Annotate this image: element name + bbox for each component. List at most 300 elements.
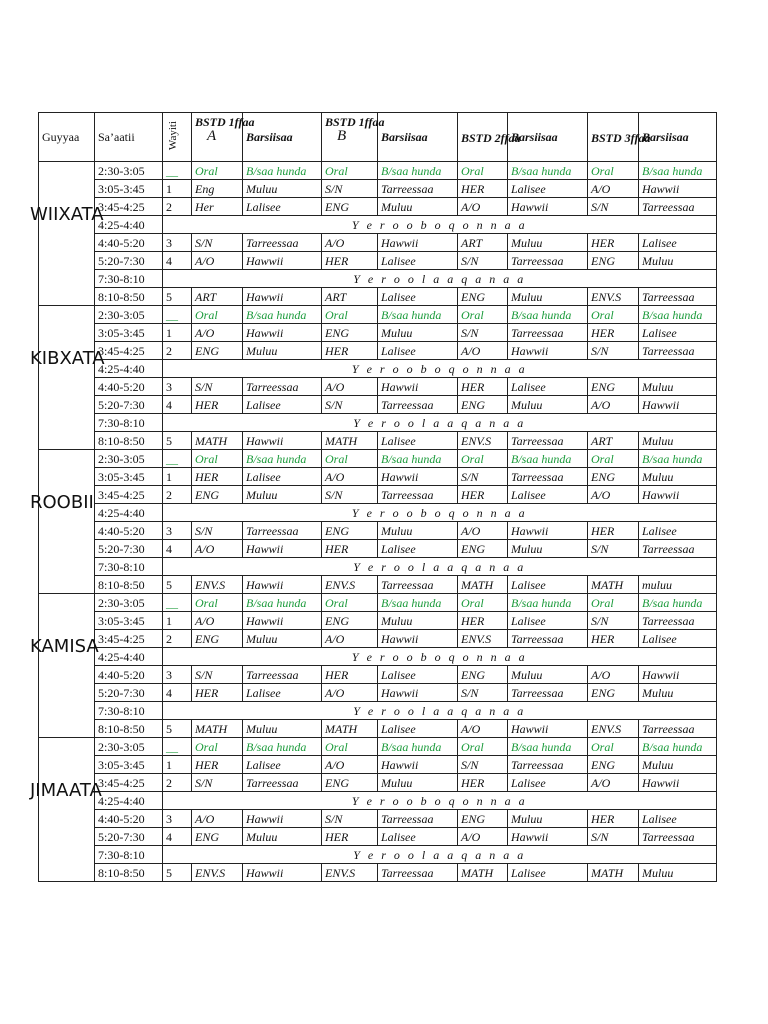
subject-cell: Oral (588, 738, 639, 756)
subject-cell: S/N (458, 252, 508, 270)
subject-cell: A/O (588, 666, 639, 684)
teacher-cell: Muluu (378, 198, 458, 216)
header-wayiti (163, 113, 192, 162)
day-cell (39, 450, 95, 594)
table-row (39, 252, 717, 270)
day-name: KIBXATA (30, 348, 105, 369)
subject-cell: A/O (322, 630, 378, 648)
table-row (39, 324, 717, 342)
period-cell: 1 (163, 180, 192, 198)
header-section-b: B (337, 128, 347, 144)
subject-cell: ENV.S (458, 432, 508, 450)
subject-cell: S/N (458, 468, 508, 486)
subject-cell: Oral (458, 450, 508, 468)
teacher-cell: Muluu (243, 630, 322, 648)
teacher-cell: Hawwii (508, 198, 588, 216)
period-cell: 1 (163, 756, 192, 774)
teacher-cell: Muluu (508, 396, 588, 414)
teacher-cell: B/saa hunda (639, 738, 717, 756)
subject-cell: Oral (322, 594, 378, 612)
subject-cell: ENG (458, 810, 508, 828)
subject-cell: ENG (458, 666, 508, 684)
subject-cell: ENG (458, 288, 508, 306)
subject-cell: ART (192, 288, 243, 306)
table-row (39, 864, 717, 882)
period-cell: 3 (163, 378, 192, 396)
subject-cell: Oral (192, 306, 243, 324)
teacher-cell: Muluu (243, 828, 322, 846)
period-cell: 3 (163, 666, 192, 684)
subject-cell: ART (322, 288, 378, 306)
subject-cell: S/N (588, 540, 639, 558)
day-name: KAMISA (30, 636, 99, 657)
teacher-cell: Muluu (508, 666, 588, 684)
subject-cell: S/N (588, 342, 639, 360)
teacher-cell: B/saa hunda (508, 162, 588, 180)
subject-cell: A/O (588, 486, 639, 504)
subject-cell: ENG (322, 522, 378, 540)
header-bstd-3-label: BSTD 3ffaa (591, 131, 651, 145)
teacher-cell: Tarreessaa (243, 774, 322, 792)
subject-cell: HER (588, 234, 639, 252)
header-barsiisaa-1a: Barsiisaa (243, 113, 322, 162)
subject-cell: ENG (322, 324, 378, 342)
table-row (39, 378, 717, 396)
header-section-a: A (207, 128, 217, 144)
subject-cell: ENV.S (458, 630, 508, 648)
teacher-cell: Muluu (508, 234, 588, 252)
table-row (39, 630, 717, 648)
teacher-cell: Lalisee (378, 540, 458, 558)
teacher-cell: Lalisee (639, 630, 717, 648)
table-row (39, 756, 717, 774)
header-barsiisaa-2: Barsiisaa (508, 113, 588, 162)
subject-cell: ENG (588, 684, 639, 702)
header-bstd-1a (192, 113, 255, 162)
subject-cell: Oral (588, 594, 639, 612)
teacher-cell: Lalisee (508, 576, 588, 594)
period-cell: __ (163, 306, 192, 324)
subject-cell: Oral (192, 450, 243, 468)
teacher-cell: Hawwii (243, 576, 322, 594)
teacher-cell: B/saa hunda (378, 450, 458, 468)
header-row (39, 113, 717, 162)
subject-cell: S/N (458, 756, 508, 774)
time-cell: 7:30-8:10 (95, 414, 163, 432)
break-row (39, 414, 717, 432)
subject-cell: HER (458, 180, 508, 198)
period-cell: 5 (163, 576, 192, 594)
teacher-cell: Muluu (378, 774, 458, 792)
subject-cell: HER (322, 342, 378, 360)
teacher-cell: Tarreessaa (508, 468, 588, 486)
subject-cell: ENG (458, 396, 508, 414)
table-row (39, 198, 717, 216)
table-row (39, 774, 717, 792)
subject-cell: Oral (322, 162, 378, 180)
teacher-cell: Tarreessaa (378, 864, 458, 882)
teacher-cell: Muluu (243, 342, 322, 360)
table-row (39, 234, 717, 252)
teacher-cell: Muluu (639, 252, 717, 270)
subject-cell: S/N (588, 198, 639, 216)
teacher-cell: Hawwii (378, 756, 458, 774)
break-row (39, 648, 717, 666)
teacher-cell: Muluu (639, 756, 717, 774)
break-label: Y e r o o b o q o n n a a (163, 504, 717, 522)
subject-cell: S/N (322, 810, 378, 828)
break-row (39, 504, 717, 522)
subject-cell: ENG (458, 540, 508, 558)
table-row (39, 180, 717, 198)
subject-cell: Oral (192, 738, 243, 756)
day-name: ROOBII (30, 492, 94, 513)
subject-cell: ENV.S (588, 720, 639, 738)
subject-cell: MATH (322, 720, 378, 738)
teacher-cell: Hawwii (639, 180, 717, 198)
subject-cell: HER (322, 540, 378, 558)
subject-cell: S/N (192, 774, 243, 792)
period-cell: 2 (163, 774, 192, 792)
teacher-cell: Muluu (639, 432, 717, 450)
subject-cell: ENG (322, 198, 378, 216)
subject-cell: HER (458, 378, 508, 396)
teacher-cell: Tarreessaa (639, 342, 717, 360)
teacher-cell: Muluu (378, 522, 458, 540)
break-label: Y e r o o l a a q a n a a (163, 702, 717, 720)
teacher-cell: Lalisee (508, 612, 588, 630)
teacher-cell: Tarreessaa (243, 378, 322, 396)
table-row (39, 720, 717, 738)
header-bstd-1b (322, 113, 385, 162)
subject-cell: A/O (588, 180, 639, 198)
teacher-cell: Lalisee (639, 810, 717, 828)
table-row (39, 450, 717, 468)
teacher-cell: Muluu (639, 468, 717, 486)
time-cell: 4:40-5:20 (95, 666, 163, 684)
time-cell: 2:30-3:05 (95, 738, 163, 756)
teacher-cell: Hawwii (243, 252, 322, 270)
time-cell: 2:30-3:05 (95, 450, 163, 468)
period-cell: 1 (163, 612, 192, 630)
time-cell: 5:20-7:30 (95, 684, 163, 702)
subject-cell: A/O (192, 324, 243, 342)
teacher-cell: B/saa hunda (243, 450, 322, 468)
table-row (39, 396, 717, 414)
teacher-cell: B/saa hunda (508, 594, 588, 612)
teacher-cell: Lalisee (243, 684, 322, 702)
subject-cell: S/N (588, 612, 639, 630)
subject-cell: ENV.S (322, 576, 378, 594)
teacher-cell: Hawwii (378, 378, 458, 396)
teacher-cell: Muluu (639, 864, 717, 882)
subject-cell: ENG (322, 612, 378, 630)
break-row (39, 216, 717, 234)
teacher-cell: Tarreessaa (243, 522, 322, 540)
time-cell: 8:10-8:50 (95, 576, 163, 594)
subject-cell: ENG (588, 252, 639, 270)
subject-cell: HER (192, 684, 243, 702)
table-row (39, 666, 717, 684)
period-cell: 4 (163, 828, 192, 846)
teacher-cell: Muluu (508, 810, 588, 828)
teacher-cell: Hawwii (378, 234, 458, 252)
period-cell: 2 (163, 630, 192, 648)
break-row (39, 558, 717, 576)
teacher-cell: B/saa hunda (378, 306, 458, 324)
period-cell: 1 (163, 324, 192, 342)
period-cell: 5 (163, 288, 192, 306)
teacher-cell: muluu (639, 576, 717, 594)
teacher-cell: B/saa hunda (378, 594, 458, 612)
teacher-cell: Lalisee (243, 756, 322, 774)
subject-cell: S/N (458, 324, 508, 342)
time-cell: 8:10-8:50 (95, 864, 163, 882)
subject-cell: A/O (458, 828, 508, 846)
subject-cell: ENG (588, 468, 639, 486)
time-cell: 4:25-4:40 (95, 360, 163, 378)
subject-cell: ENG (322, 774, 378, 792)
table-row (39, 576, 717, 594)
subject-cell: HER (322, 828, 378, 846)
subject-cell: ENG (192, 342, 243, 360)
time-cell: 2:30-3:05 (95, 162, 163, 180)
teacher-cell: B/saa hunda (508, 306, 588, 324)
subject-cell: MATH (322, 432, 378, 450)
time-cell: 2:30-3:05 (95, 594, 163, 612)
time-cell: 3:05-3:45 (95, 612, 163, 630)
subject-cell: Oral (588, 162, 639, 180)
period-cell: 2 (163, 486, 192, 504)
subject-cell: ENV.S (322, 864, 378, 882)
subject-cell: HER (458, 774, 508, 792)
teacher-cell: Hawwii (508, 342, 588, 360)
subject-cell: MATH (588, 864, 639, 882)
table-row (39, 522, 717, 540)
subject-cell: Oral (458, 162, 508, 180)
table-row (39, 612, 717, 630)
day-name: JIMAATA (30, 780, 102, 801)
teacher-cell: Hawwii (508, 828, 588, 846)
teacher-cell: Tarreessaa (243, 234, 322, 252)
teacher-cell: Hawwii (639, 486, 717, 504)
teacher-cell: Muluu (378, 612, 458, 630)
teacher-cell: B/saa hunda (639, 450, 717, 468)
subject-cell: ENG (192, 486, 243, 504)
subject-cell: A/O (322, 468, 378, 486)
subject-cell: A/O (458, 342, 508, 360)
teacher-cell: Tarreessaa (639, 288, 717, 306)
header-barsiisaa-3: Barsiisaa (639, 113, 717, 162)
teacher-cell: Tarreessaa (378, 576, 458, 594)
teacher-cell: B/saa hunda (243, 162, 322, 180)
teacher-cell: Hawwii (243, 288, 322, 306)
subject-cell: A/O (192, 810, 243, 828)
period-cell: __ (163, 162, 192, 180)
teacher-cell: Tarreessaa (243, 666, 322, 684)
time-cell: 4:40-5:20 (95, 234, 163, 252)
table-row (39, 432, 717, 450)
break-row (39, 270, 717, 288)
teacher-cell: B/saa hunda (508, 738, 588, 756)
teacher-cell: Muluu (243, 180, 322, 198)
teacher-cell: Lalisee (378, 828, 458, 846)
subject-cell: MATH (192, 432, 243, 450)
period-cell: __ (163, 594, 192, 612)
teacher-cell: Tarreessaa (508, 756, 588, 774)
subject-cell: MATH (588, 576, 639, 594)
time-cell: 8:10-8:50 (95, 720, 163, 738)
subject-cell: ENG (588, 378, 639, 396)
teacher-cell: Lalisee (639, 234, 717, 252)
teacher-cell: Hawwii (378, 630, 458, 648)
subject-cell: A/O (192, 612, 243, 630)
subject-cell: ENG (588, 756, 639, 774)
teacher-cell: Tarreessaa (378, 486, 458, 504)
table-row (39, 684, 717, 702)
teacher-cell: B/saa hunda (243, 594, 322, 612)
subject-cell: MATH (192, 720, 243, 738)
time-cell: 5:20-7:30 (95, 540, 163, 558)
subject-cell: HER (588, 522, 639, 540)
subject-cell: Her (192, 198, 243, 216)
table-row (39, 828, 717, 846)
teacher-cell: Hawwii (243, 810, 322, 828)
teacher-cell: Hawwii (639, 774, 717, 792)
subject-cell: A/O (192, 252, 243, 270)
day-cell (39, 738, 95, 882)
time-cell: 3:45-4:25 (95, 630, 163, 648)
teacher-cell: Muluu (378, 324, 458, 342)
time-cell: 3:45-4:25 (95, 774, 163, 792)
teacher-cell: Lalisee (508, 486, 588, 504)
subject-cell: Oral (458, 306, 508, 324)
subject-cell: Oral (322, 450, 378, 468)
subject-cell: A/O (458, 720, 508, 738)
period-cell: 3 (163, 810, 192, 828)
subject-cell: Oral (322, 306, 378, 324)
subject-cell: Oral (588, 450, 639, 468)
teacher-cell: Muluu (243, 720, 322, 738)
period-cell: 3 (163, 522, 192, 540)
teacher-cell: Lalisee (378, 252, 458, 270)
teacher-cell: Lalisee (508, 774, 588, 792)
teacher-cell: B/saa hunda (639, 594, 717, 612)
subject-cell: A/O (458, 522, 508, 540)
subject-cell: S/N (458, 684, 508, 702)
break-label: Y e r o o l a a q a n a a (163, 558, 717, 576)
subject-cell: Oral (458, 594, 508, 612)
teacher-cell: B/saa hunda (378, 162, 458, 180)
teacher-cell: Hawwii (243, 540, 322, 558)
period-cell: 4 (163, 540, 192, 558)
subject-cell: ENG (192, 828, 243, 846)
period-cell: 1 (163, 468, 192, 486)
time-cell: 3:45-4:25 (95, 342, 163, 360)
teacher-cell: Tarreessaa (378, 180, 458, 198)
subject-cell: MATH (458, 864, 508, 882)
table-row (39, 342, 717, 360)
subject-cell: HER (588, 324, 639, 342)
subject-cell: ENV.S (588, 288, 639, 306)
time-cell: 7:30-8:10 (95, 702, 163, 720)
period-cell: 5 (163, 720, 192, 738)
day-cell (39, 162, 95, 306)
subject-cell: A/O (458, 198, 508, 216)
table-row (39, 486, 717, 504)
teacher-cell: Hawwii (243, 432, 322, 450)
time-cell: 5:20-7:30 (95, 828, 163, 846)
teacher-cell: Tarreessaa (378, 810, 458, 828)
time-cell: 3:45-4:25 (95, 198, 163, 216)
time-cell: 4:25-4:40 (95, 216, 163, 234)
subject-cell: S/N (322, 396, 378, 414)
time-cell: 4:40-5:20 (95, 810, 163, 828)
table-row (39, 288, 717, 306)
subject-cell: HER (322, 252, 378, 270)
timetable-body (39, 162, 717, 882)
subject-cell: A/O (192, 540, 243, 558)
teacher-cell: Lalisee (378, 666, 458, 684)
subject-cell: A/O (322, 234, 378, 252)
teacher-cell: Lalisee (243, 468, 322, 486)
teacher-cell: Hawwii (378, 468, 458, 486)
table-row (39, 810, 717, 828)
header-saatii: Sa’aatii (95, 113, 163, 162)
period-cell: 5 (163, 864, 192, 882)
time-cell: 3:45-4:25 (95, 486, 163, 504)
day-name: WIIXATA (30, 204, 104, 225)
time-cell: 7:30-8:10 (95, 846, 163, 864)
period-cell: 4 (163, 684, 192, 702)
subject-cell: Oral (322, 738, 378, 756)
teacher-cell: B/saa hunda (639, 306, 717, 324)
subject-cell: ENV.S (192, 576, 243, 594)
break-row (39, 360, 717, 378)
subject-cell: S/N (322, 486, 378, 504)
subject-cell: HER (192, 756, 243, 774)
header-bstd-3 (588, 113, 651, 162)
teacher-cell: Hawwii (378, 684, 458, 702)
time-cell: 3:05-3:45 (95, 756, 163, 774)
subject-cell: HER (192, 396, 243, 414)
teacher-cell: B/saa hunda (508, 450, 588, 468)
teacher-cell: Hawwii (639, 396, 717, 414)
teacher-cell: Lalisee (243, 396, 322, 414)
teacher-cell: Muluu (508, 540, 588, 558)
day-cell (39, 306, 95, 450)
teacher-cell: Lalisee (378, 720, 458, 738)
subject-cell: A/O (322, 684, 378, 702)
header-bstd-2 (458, 113, 521, 162)
teacher-cell: Tarreessaa (639, 540, 717, 558)
period-cell: 5 (163, 432, 192, 450)
teacher-cell: Muluu (639, 378, 717, 396)
teacher-cell: Lalisee (378, 432, 458, 450)
header-bstd-1b-label: BSTD 1ffaa (325, 115, 385, 129)
subject-cell: ENV.S (192, 864, 243, 882)
header-guyyaa: Guyyaa (39, 113, 95, 162)
subject-cell: A/O (588, 774, 639, 792)
subject-cell: HER (322, 666, 378, 684)
table-row (39, 162, 717, 180)
teacher-cell: Tarreessaa (639, 828, 717, 846)
header-barsiisaa-1b: Barsiisaa (378, 113, 458, 162)
header-bstd-2-label: BSTD 2ffaa (461, 131, 521, 145)
period-cell: 2 (163, 342, 192, 360)
time-cell: 5:20-7:30 (95, 252, 163, 270)
teacher-cell: Tarreessaa (508, 324, 588, 342)
